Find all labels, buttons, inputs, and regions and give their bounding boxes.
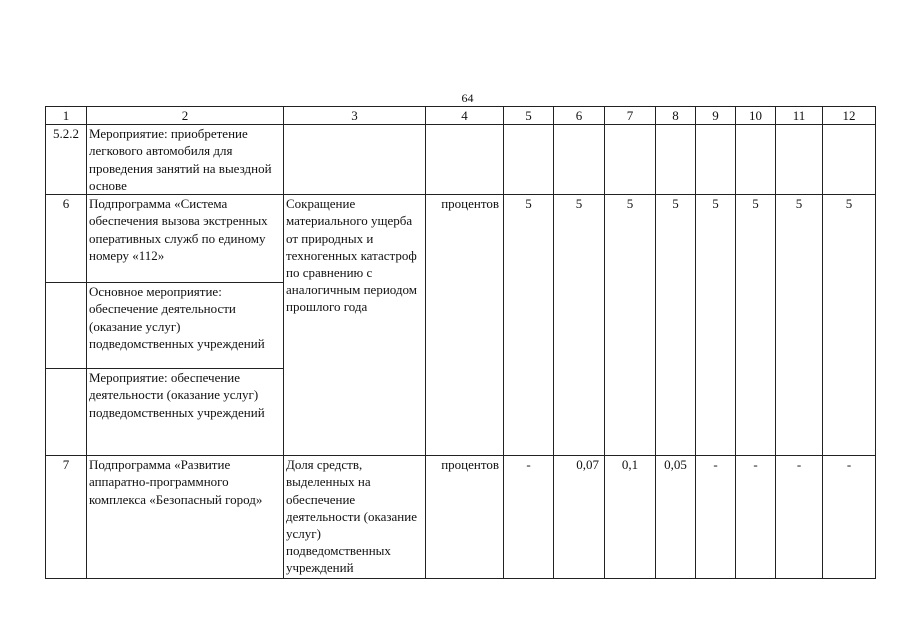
row-title: Основное мероприятие: обеспечение деятельности (оказание услуг) подведомственных учреждений [87,283,284,369]
table-row [46,125,876,195]
empty-cell [605,125,656,195]
value-cell: 5 [656,195,696,456]
indicator-table [45,106,876,579]
value-cell: 5 [823,195,876,456]
value-cell: 0,07 [554,456,605,579]
empty-cell [776,125,823,195]
header-row [46,107,876,125]
row-number: 6 [46,195,87,283]
indicator-cell: Доля средств, выделенных на обеспечение деятельности (оказание услуг) подведомственных учреждений [284,456,426,579]
value-cell: - [696,456,736,579]
empty-cell [46,369,87,456]
header-cell: 8 [656,107,696,125]
empty-cell [426,125,504,195]
row-title: Мероприятие: обеспечение деятельности (оказание услуг) подведомственных учреждений [87,369,284,456]
header-cell: 10 [736,107,776,125]
header-cell: 4 [426,107,504,125]
row-number: 7 [46,456,87,579]
header-cell: 5 [504,107,554,125]
value-cell: 0,1 [605,456,656,579]
value-cell: 5 [736,195,776,456]
row-title: Подпрограмма «Развитие аппаратно-программного комплекса «Безопасный город» [87,456,284,579]
header-cell: 9 [696,107,736,125]
value-cell: - [504,456,554,579]
header-cell: 1 [46,107,87,125]
empty-cell [284,125,426,195]
table-row [46,195,876,283]
value-cell: 5 [504,195,554,456]
header-cell: 7 [605,107,656,125]
empty-cell [554,125,605,195]
empty-cell [46,283,87,369]
empty-cell [696,125,736,195]
row-number: 5.2.2 [46,125,87,195]
value-cell: - [823,456,876,579]
unit-cell: процентов [426,456,504,579]
empty-cell [823,125,876,195]
value-cell: 5 [776,195,823,456]
empty-cell [504,125,554,195]
value-cell: 0,05 [656,456,696,579]
table-row [46,456,876,579]
value-cell: - [776,456,823,579]
row-title: Мероприятие: приобретение легкового автомобиля для проведения занятий на выездной основе [87,125,284,195]
indicator-cell: Сокращение материального ущерба от природных и техногенных катастроф по сравнению с аналогичным периодом прошлого года [284,195,426,456]
empty-cell [656,125,696,195]
empty-cell [736,125,776,195]
unit-cell: процентов [426,195,504,456]
header-cell: 11 [776,107,823,125]
value-cell: 5 [554,195,605,456]
header-cell: 3 [284,107,426,125]
value-cell: - [736,456,776,579]
page-number: 64 [461,91,474,105]
row-title: Подпрограмма «Система обеспечения вызова экстренных оперативных служб по единому номеру «112» [87,195,284,283]
value-cell: 5 [696,195,736,456]
header-cell: 2 [87,107,284,125]
header-cell: 12 [823,107,876,125]
header-cell: 6 [554,107,605,125]
value-cell: 5 [605,195,656,456]
